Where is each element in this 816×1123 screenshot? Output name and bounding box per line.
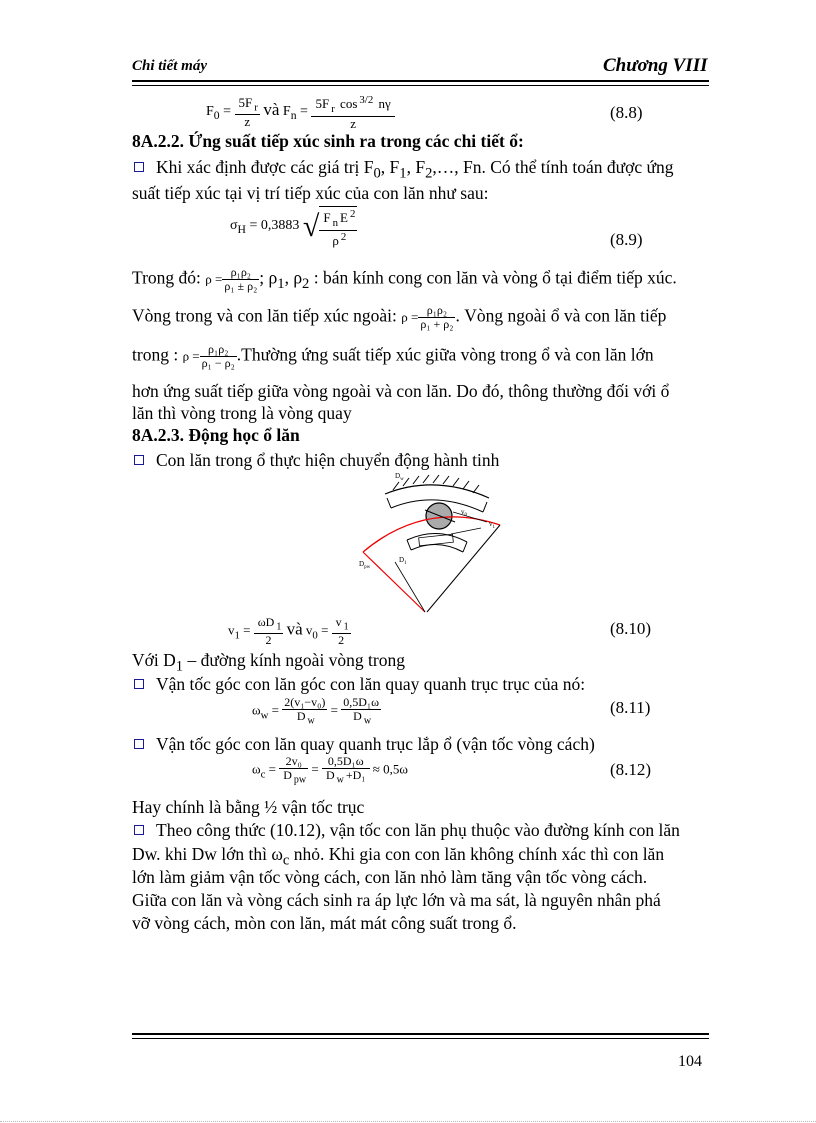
label-dpw: $D_{pw}$ bbox=[359, 560, 371, 570]
bullet-formula-note-line3: lớn làm giảm vận tốc vòng cách, con lăn nhỏ làm tăng vận tốc vòng cách. bbox=[132, 867, 648, 887]
cage-slot bbox=[419, 534, 454, 546]
bullet-icon bbox=[134, 162, 144, 172]
equation-8-10: $v_1$ = $\frac{\omega D _1}{2}$ và $v_0$ = $\frac{v _1}{2}$ bbox=[228, 615, 349, 648]
bullet-icon bbox=[134, 679, 144, 689]
equation-8-11: $\omega_w$ = $\frac{\text{2(v₁−v₀)}}{D _w}$ = $\frac{\text{0,5D₁ω}}{D _w}$ bbox=[252, 695, 379, 727]
radius-line-right bbox=[427, 525, 500, 612]
paragraph-outer-ring: trong : ρ = $\frac{\text{ρ₁ρ₂}}{\text{ρ₁ − ρ₂}}$ .Thường ứng suất tiếp xúc giữa vòng trong ổ và con lăn lớn bbox=[132, 342, 654, 370]
page-bottom-border bbox=[0, 1121, 816, 1122]
paragraph-d1-definition: Với $D_1$ – đường kính ngoài vòng trong bbox=[132, 650, 405, 675]
equation-number-8-11: (8.11) bbox=[610, 698, 651, 717]
page-number: 104 bbox=[678, 1053, 702, 1070]
footer-rule-thin bbox=[132, 1038, 709, 1039]
bullet-formula-note: Theo công thức (10.12), vận tốc con lăn phụ thuộc vào đường kính con lăn bbox=[134, 819, 680, 841]
outer-ring-arc bbox=[385, 485, 489, 498]
label-d1: $D_1$ bbox=[399, 556, 407, 566]
paragraph-half-shaft-speed: Hay chính là bằng ½ vận tốc trục bbox=[132, 797, 365, 817]
equation-number-8-8: (8.8) bbox=[610, 103, 643, 122]
equation-8-8: $F_0$ = $\frac{5F _r}{z}$ và $F_n$ = $\frac{5F _r \cos ^{3/2} n\gamma}{z}$ bbox=[206, 94, 395, 130]
paragraph-contact-stress-line2: suất tiếp xúc tại vị trí tiếp xúc của con lăn như sau: bbox=[132, 183, 489, 203]
equation-number-8-10: (8.10) bbox=[610, 619, 652, 638]
paragraph-where: Trong đó: ρ = $\frac{\text{ρ₁ρ₂}}{\text{ρ₁ ± ρ₂}}$ ; $\rho_1$, $\rho_2$ : bán kính cong con lăn và vòng ổ tại điểm tiếp xúc. bbox=[132, 265, 677, 293]
bullet-icon bbox=[134, 455, 144, 465]
bullet-formula-note-line2: Dw. khi Dw lớn thì $\omega_c$ nhỏ. Khi gia con con lăn không chính xác thì con lăn bbox=[132, 844, 665, 869]
radius-line-left bbox=[363, 552, 425, 612]
footer-rule bbox=[132, 1033, 709, 1035]
bullet-icon bbox=[134, 739, 144, 749]
paragraph-conclusion-line2: lăn thì vòng trong là vòng quay bbox=[132, 403, 352, 423]
bullet-angular-velocity-cage: Vận tốc góc con lăn quay quanh trục lắp ổ (vận tốc vòng cách) bbox=[134, 733, 595, 755]
label-v0: $v_0$ bbox=[461, 508, 467, 518]
label-v1: $v_1$ bbox=[489, 520, 495, 530]
bullet-angular-velocity-own: Vận tốc góc con lăn góc con lăn quay quanh trục trục của nó: bbox=[134, 673, 585, 695]
header-right: Chương VIII bbox=[603, 55, 708, 76]
header-rule-thin bbox=[132, 85, 709, 86]
bullet-planetary-motion: Con lăn trong ổ thực hiện chuyển động hành tinh bbox=[134, 449, 499, 471]
paragraph-conclusion-line1: hơn ứng suất tiếp giữa vòng ngoài và con lăn. Do đó, thông thường đối với ổ bbox=[132, 381, 670, 401]
header-rule bbox=[132, 80, 709, 82]
equation-8-12: $\omega_c$ = $\frac{\text{2v₀}}{D _{pw}}$ = $\frac{\text{0,5D₁ω}}{D _w +D_1}$ ≈ 0,5ω bbox=[252, 754, 408, 786]
bullet-formula-note-line5: vỡ vòng cách, mòn con lăn, mát mát công suất trong ổ. bbox=[132, 913, 517, 933]
equation-8-9: $\sigma_H = 0,3883$ √ $\frac{F _n E ^2}{\rho ^2}$ bbox=[230, 208, 356, 249]
section-heading-8a-2-3: 8A.2.3. Động học ổ lăn bbox=[132, 425, 300, 445]
label-dw: $D_w$ bbox=[395, 472, 404, 482]
bullet-icon bbox=[134, 825, 144, 835]
header-left: Chi tiết máy bbox=[132, 58, 207, 74]
inner-ring-arc bbox=[407, 533, 467, 542]
section-heading-8a-2-2: 8A.2.2. Ứng suất tiếp xúc sinh ra trong các chi tiết ổ: bbox=[132, 131, 524, 151]
paragraph-contact-stress: Khi xác định được các giá trị $F_0$, $F_1$, $F_2,\dots$, Fn. Có thể tính toán được ứng bbox=[134, 156, 674, 185]
equation-number-8-12: (8.12) bbox=[610, 760, 652, 779]
bullet-formula-note-line4: Giữa con lăn và vòng cách sinh ra áp lực lớn và ma sát, là nguyên nhân phá bbox=[132, 890, 661, 910]
bearing-kinematics-figure bbox=[355, 470, 505, 620]
paragraph-inner-ring: Vòng trong và con lăn tiếp xúc ngoài: ρ = $\frac{\text{ρ₁ρ₂}}{\text{ρ₁ + ρ₂}}$ . Vòng ngoài ổ và con lăn tiếp bbox=[132, 303, 667, 331]
equation-number-8-9: (8.9) bbox=[610, 230, 643, 249]
